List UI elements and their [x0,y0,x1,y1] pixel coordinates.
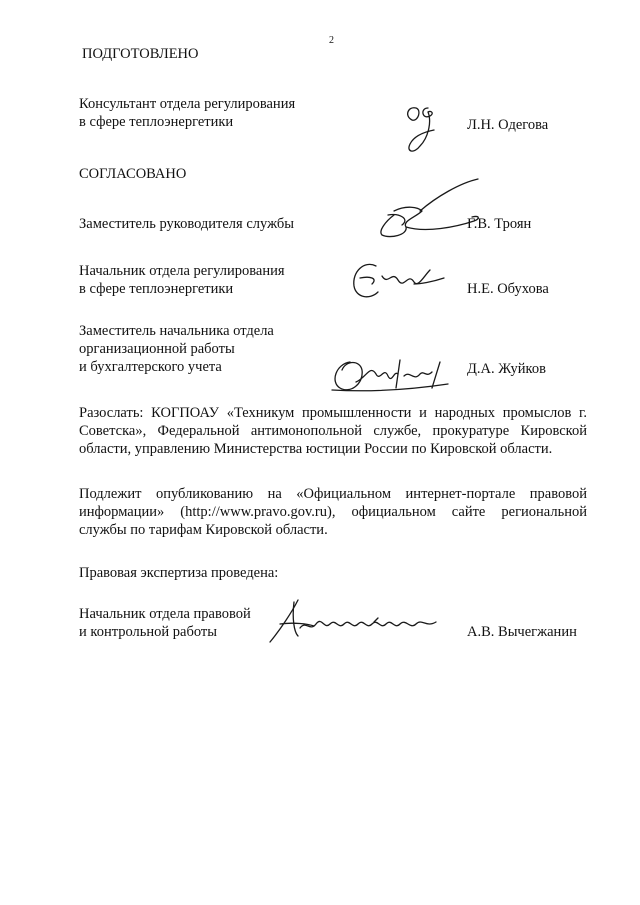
signer-2-position-line1: Начальник отдела регулирования [79,263,285,279]
signer-3-name: Д.А. Жуйков [467,361,546,377]
signature-zhuikov [328,352,456,398]
prepared-heading: ПОДГОТОВЛЕНО [82,46,199,62]
signer-1-name: Г.В. Троян [467,216,532,232]
signer-1-position: Заместитель руководителя службы [79,216,295,232]
signature-obukhova [348,256,448,304]
agreed-heading: СОГЛАСОВАНО [79,166,187,182]
legal-name: А.В. Вычегжанин [467,624,577,640]
publication-paragraph: Подлежит опубликованию на «Официальном интернет-портале правовой информации» (http://www.pravo.gov.ru), официальном сайте региональной службы по тарифам Кировской области. [79,486,587,538]
signer-2-name: Н.Е. Обухова [467,281,549,297]
distribution-paragraph: Разослать: КОГПОАУ «Техникум промышленности и народных промыслов г. Советска», Федеральной антимонопольной службе, прокуратуре Кировской области, управлению Министерства юстиции России по Кировской области. [79,405,587,457]
signer-3-position-line3: и бухгалтерского учета [79,359,222,375]
prepared-position-line1: Консультант отдела регулирования [79,96,296,112]
signer-2-position-line2: в сфере теплоэнергетики [79,281,234,297]
signature-odegova [398,98,458,160]
signature-troyan [376,175,486,250]
legal-position-line1: Начальник отдела правовой [79,606,251,622]
signer-3-position-line1: Заместитель начальника отдела [79,323,274,339]
page-number: 2 [329,35,334,46]
prepared-position-line2: в сфере теплоэнергетики [79,114,234,130]
signer-3-position-line2: организационной работы [79,341,235,357]
legal-review-text: Правовая экспертиза проведена: [79,565,279,581]
legal-position-line2: и контрольной работы [79,624,217,640]
prepared-name: Л.Н. Одегова [467,117,549,133]
signature-vychegzhanin [264,596,444,646]
